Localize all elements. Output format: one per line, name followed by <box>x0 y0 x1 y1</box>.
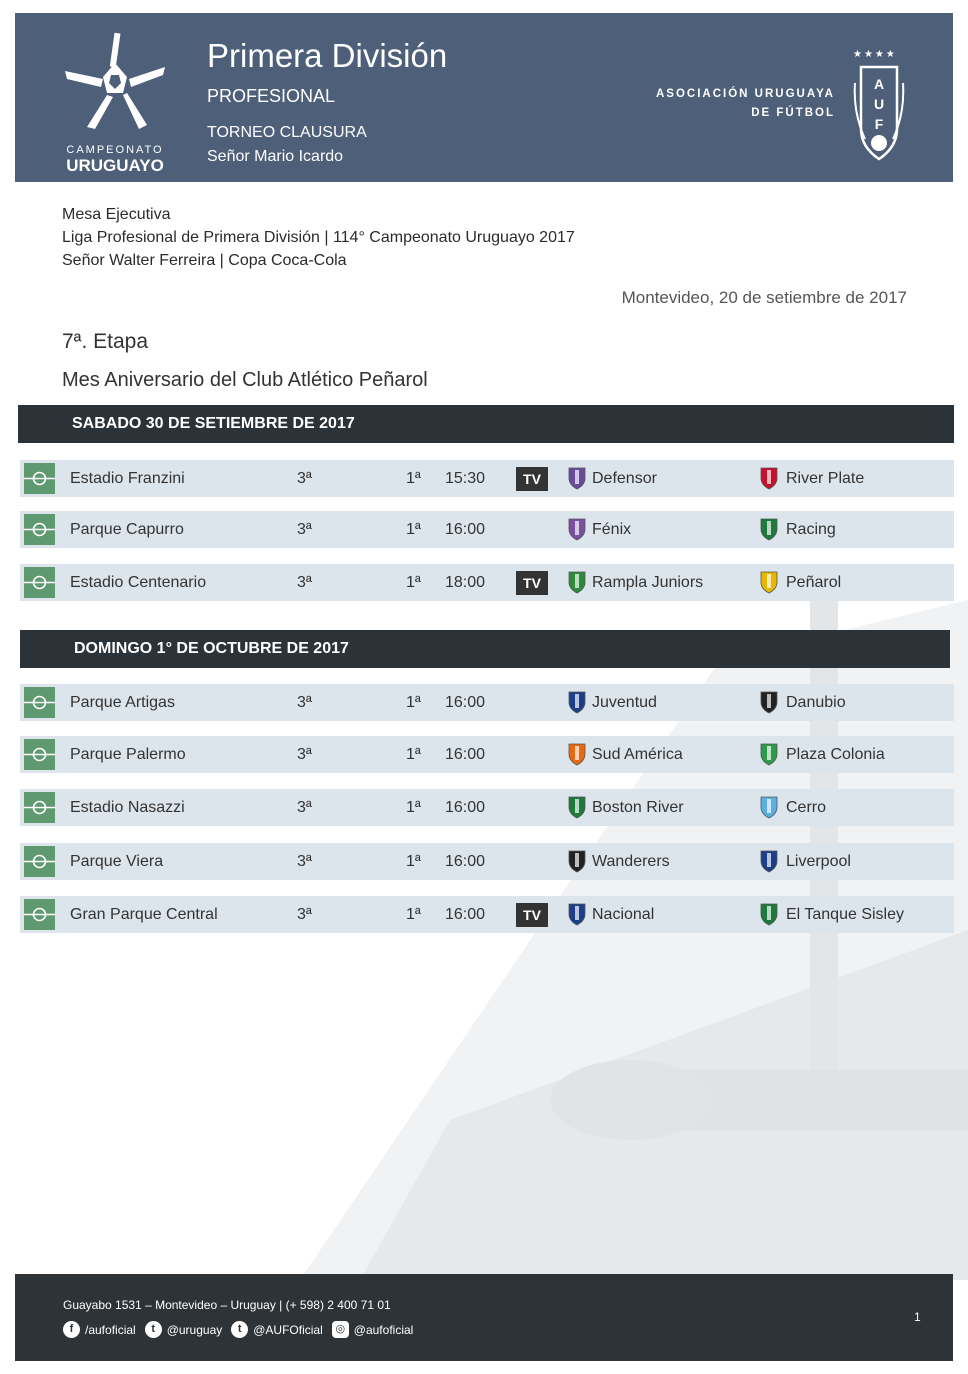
away-team: Plaza Colonia <box>786 746 885 763</box>
division-third: 3ª <box>297 694 312 711</box>
division-first: 1ª <box>406 574 421 591</box>
home-crest-icon <box>566 849 588 873</box>
tv-badge: TV <box>516 903 548 927</box>
auf-crest-icon <box>851 49 907 159</box>
home-team: Fénix <box>592 521 632 538</box>
division-first: 1ª <box>406 521 421 538</box>
division-first: 1ª <box>406 799 421 816</box>
kickoff-time: 15:30 <box>445 470 486 487</box>
social-links <box>63 1321 422 1338</box>
home-team: Wanderers <box>592 853 670 870</box>
auf-name <box>645 85 835 123</box>
match-row <box>20 684 954 721</box>
pitch-icon <box>24 463 55 494</box>
etapa-title: 7ª. Etapa <box>62 330 148 353</box>
home-team: Rampla Juniors <box>592 574 704 591</box>
svg-text:A: A <box>873 76 885 92</box>
pitch-icon <box>24 567 55 598</box>
away-crest-icon <box>758 795 780 819</box>
away-team: Peñarol <box>786 574 842 591</box>
twitter-icon: t <box>145 1321 162 1338</box>
svg-text:U: U <box>873 96 885 112</box>
away-crest-icon <box>758 902 780 926</box>
logo-text-bottom: URUGUAYO <box>66 156 164 175</box>
venue-name: Parque Palermo <box>70 746 186 763</box>
away-team: Racing <box>786 521 836 538</box>
twitter-handle: @uruguay <box>166 1322 223 1337</box>
away-crest-icon <box>758 517 780 541</box>
header-banner <box>15 13 953 182</box>
page-subtitle: PROFESIONAL <box>207 86 336 106</box>
footer <box>15 1274 953 1361</box>
home-crest-icon <box>566 466 588 490</box>
venue-name: Parque Capurro <box>70 521 184 538</box>
away-team: Liverpool <box>786 853 851 870</box>
division-first: 1ª <box>406 853 421 870</box>
auf-stars: ★★★★ <box>853 49 897 60</box>
aniversario-title: Mes Aniversario del Club Atlético Peñarol <box>62 369 428 391</box>
svg-text:F: F <box>874 116 884 132</box>
logo-text-top: CAMPEONATO <box>66 144 164 156</box>
home-crest-icon <box>566 795 588 819</box>
away-team: River Plate <box>786 470 865 487</box>
away-crest-icon <box>758 690 780 714</box>
division-third: 3ª <box>297 906 312 923</box>
star-logo-icon <box>55 31 175 141</box>
away-crest-icon <box>758 742 780 766</box>
venue-name: Estadio Centenario <box>70 574 207 591</box>
away-crest-icon <box>758 466 780 490</box>
division-third: 3ª <box>297 746 312 763</box>
pitch-icon <box>24 687 55 718</box>
twitter-link-uruguay[interactable] <box>145 1321 223 1338</box>
facebook-icon: f <box>63 1321 80 1338</box>
venue-name: Parque Artigas <box>70 694 175 711</box>
page-number: 1 <box>914 1310 921 1324</box>
instagram-handle: @aufoficial <box>353 1322 414 1337</box>
twitter-icon: t <box>231 1321 248 1338</box>
away-crest-icon <box>758 849 780 873</box>
auf-name-line2: DE FÚTBOL <box>751 107 835 119</box>
kickoff-time: 16:00 <box>445 694 486 711</box>
division-third: 3ª <box>297 521 312 538</box>
intro-line-3: Señor Walter Ferreira | Copa Coca-Cola <box>62 252 347 269</box>
kickoff-time: 16:00 <box>445 521 486 538</box>
match-row <box>20 511 954 548</box>
venue-name: Estadio Franzini <box>70 470 185 487</box>
tv-badge: TV <box>516 571 548 595</box>
match-row <box>20 843 954 880</box>
venue-name: Estadio Nasazzi <box>70 799 185 816</box>
home-team: Nacional <box>592 906 655 923</box>
home-team: Boston River <box>592 799 684 816</box>
pitch-icon <box>24 792 55 823</box>
intro-block <box>62 203 575 272</box>
pitch-icon <box>24 739 55 770</box>
intro-line-2: Liga Profesional de Primera División | 114° Campeonato Uruguayo 2017 <box>62 229 575 246</box>
kickoff-time: 16:00 <box>445 853 486 870</box>
facebook-link[interactable] <box>63 1321 136 1338</box>
tv-badge: TV <box>516 467 548 491</box>
facebook-handle: /aufoficial <box>85 1322 136 1337</box>
division-third: 3ª <box>297 574 312 591</box>
division-third: 3ª <box>297 799 312 816</box>
home-crest-icon <box>566 517 588 541</box>
away-team: Cerro <box>786 799 827 816</box>
home-crest-icon <box>566 690 588 714</box>
twitter-link-auf[interactable] <box>231 1321 323 1338</box>
division-first: 1ª <box>406 694 421 711</box>
division-first: 1ª <box>406 470 421 487</box>
venue-name: Gran Parque Central <box>70 906 218 923</box>
division-third: 3ª <box>297 470 312 487</box>
twitter-handle: @AUFOficial <box>253 1322 323 1337</box>
kickoff-time: 16:00 <box>445 799 486 816</box>
home-crest-icon <box>566 902 588 926</box>
kickoff-time: 16:00 <box>445 746 486 763</box>
match-row <box>20 789 954 826</box>
instagram-link[interactable] <box>332 1321 414 1338</box>
kickoff-time: 16:00 <box>445 906 486 923</box>
day-label: SABADO 30 DE SETIEMBRE DE 2017 <box>72 415 355 432</box>
campeonato-uruguayo-logo <box>55 31 185 175</box>
footer-address: Guayabo 1531 – Montevideo – Uruguay | (+ 598) 2 400 71 01 <box>63 1298 391 1312</box>
torneo-honoree: Señor Mario Icardo <box>207 148 344 165</box>
division-first: 1ª <box>406 906 421 923</box>
match-row <box>20 564 954 601</box>
home-team: Juventud <box>592 694 657 711</box>
torneo-label: TORNEO CLAUSURA <box>207 124 367 141</box>
home-team: Defensor <box>592 470 657 487</box>
away-team: El Tanque Sisley <box>786 906 904 923</box>
venue-name: Parque Viera <box>70 853 164 870</box>
match-row <box>20 460 954 497</box>
day-label: DOMINGO 1° DE OCTUBRE DE 2017 <box>74 640 349 657</box>
document-date: Montevideo, 20 de setiembre de 2017 <box>621 288 907 307</box>
auf-name-line1: ASOCIACIÓN URUGUAYA <box>655 88 835 100</box>
division-third: 3ª <box>297 853 312 870</box>
away-team: Danubio <box>786 694 846 711</box>
day-header-sunday <box>20 630 950 668</box>
home-team: Sud América <box>592 746 683 763</box>
intro-line-1: Mesa Ejecutiva <box>62 206 171 223</box>
pitch-icon <box>24 514 55 545</box>
home-crest-icon <box>566 742 588 766</box>
pitch-icon <box>24 846 55 877</box>
match-row <box>20 736 954 773</box>
match-row <box>20 896 954 933</box>
page-title: Primera División <box>207 37 448 74</box>
division-first: 1ª <box>406 746 421 763</box>
kickoff-time: 18:00 <box>445 574 486 591</box>
day-header-saturday <box>18 405 954 443</box>
pitch-icon <box>24 899 55 930</box>
away-crest-icon <box>758 570 780 594</box>
instagram-icon: ◎ <box>332 1321 349 1338</box>
home-crest-icon <box>566 570 588 594</box>
